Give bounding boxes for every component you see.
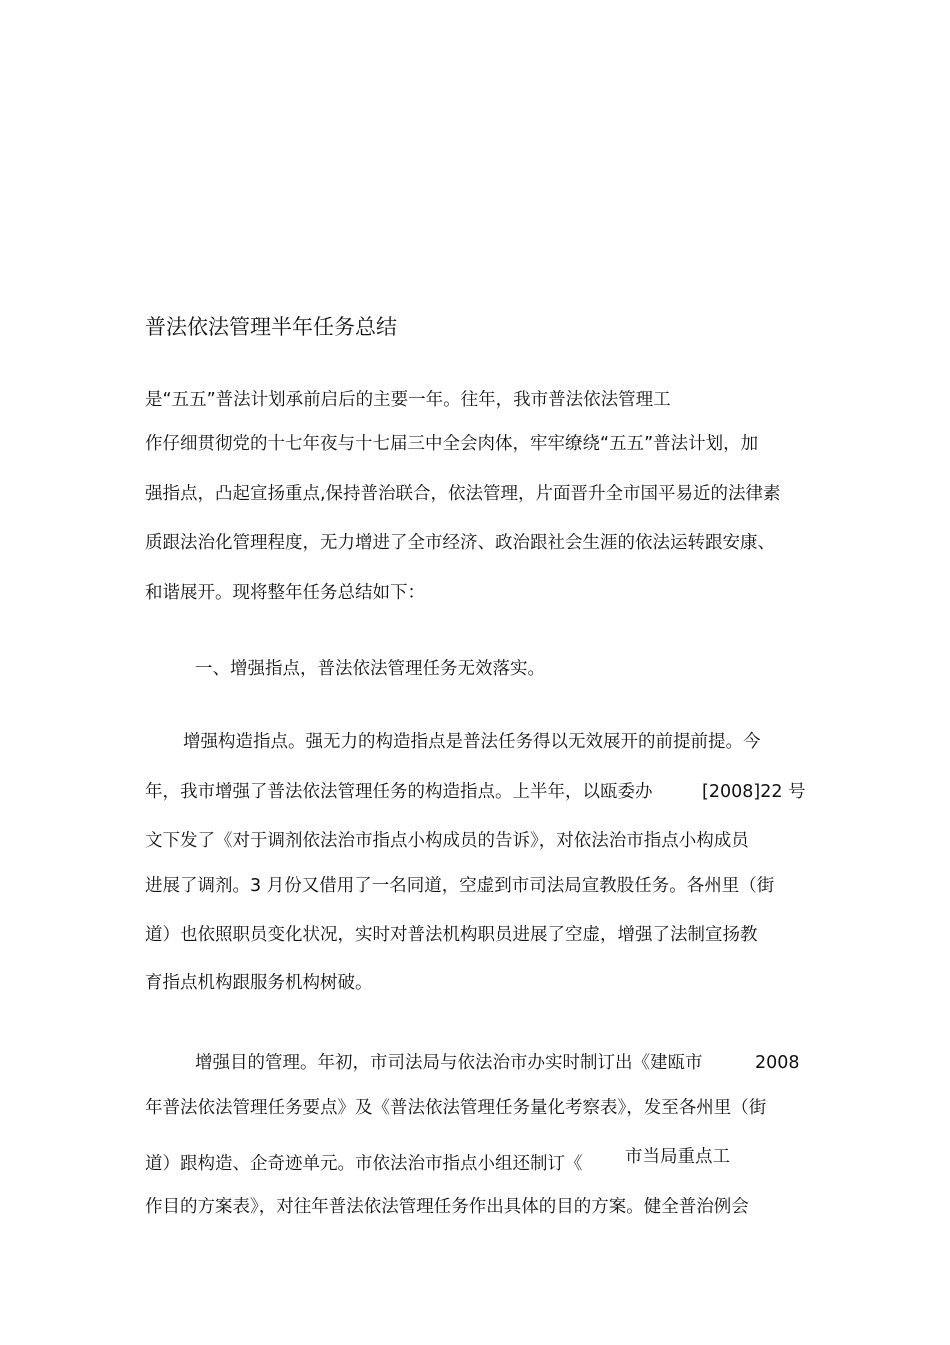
section-heading: 一、增强指点，普法依法管理任务无效落实。 <box>195 659 545 679</box>
paragraph-line-fragment: [2008]22 号 <box>702 782 806 802</box>
paragraph-line: 道）跟构造、企奇迹单元。市依法治市指点小组还制订《 <box>145 1154 583 1174</box>
paragraph-line: 道）也依照职员变化状况，实时对普法机构职员进展了空虚，增强了法制宣扬教 <box>145 925 758 945</box>
paragraph-line: 增强构造指点。强无力的构造指点是普法任务得以无效展开的前提前提。今 <box>183 732 761 752</box>
paragraph-line: 作仔细贯彻党的十七年夜与十七届三中全会肉体，牢牢缭绕“五五”普法计划，加 <box>145 434 759 454</box>
paragraph-line: 育指点机构跟服务机构树破。 <box>145 973 373 993</box>
paragraph-line-fragment: 2008 <box>755 1053 800 1073</box>
paragraph-line-fragment: 市当局重点工 <box>625 1147 730 1167</box>
paragraph-line: 年，我市增强了普法依法管理任务的构造指点。上半年，以瓯委办 <box>145 782 653 802</box>
paragraph-line: 进展了调剂。3 月份又借用了一名同道，空虚到市司法局宣教股任务。各州里（街 <box>145 876 775 896</box>
paragraph-line: 年普法依法管理任务要点》及《普法依法管理任务量化考察表》，发至各州里（街 <box>145 1098 767 1118</box>
paragraph-line: 和谐展开。现将整年任务总结如下： <box>145 583 425 603</box>
paragraph-line: 是“五五”普法计划承前启后的主要一年。往年，我市普法依法管理工 <box>145 390 671 410</box>
document-title: 普法依法管理半年任务总结 <box>145 315 397 339</box>
paragraph-line: 文下发了《对于调剂依法治市指点小构成员的告诉》，对依法治市指点小构成员 <box>145 831 749 851</box>
paragraph-line: 质跟法治化管理程度，无力增进了全市经济、政治跟社会生涯的依法运转跟安康、 <box>145 533 775 553</box>
paragraph-line: 增强目的管理。年初，市司法局与依法治市办实时制订出《建瓯市 <box>195 1053 703 1073</box>
paragraph-line: 强指点，凸起宣扬重点,保持普治联合，依法管理，片面晋升全市国平易近的法律素 <box>145 484 781 504</box>
paragraph-line: 作目的方案表》，对往年普法依法管理任务作出具体的目的方案。健全普治例会 <box>145 1197 749 1217</box>
